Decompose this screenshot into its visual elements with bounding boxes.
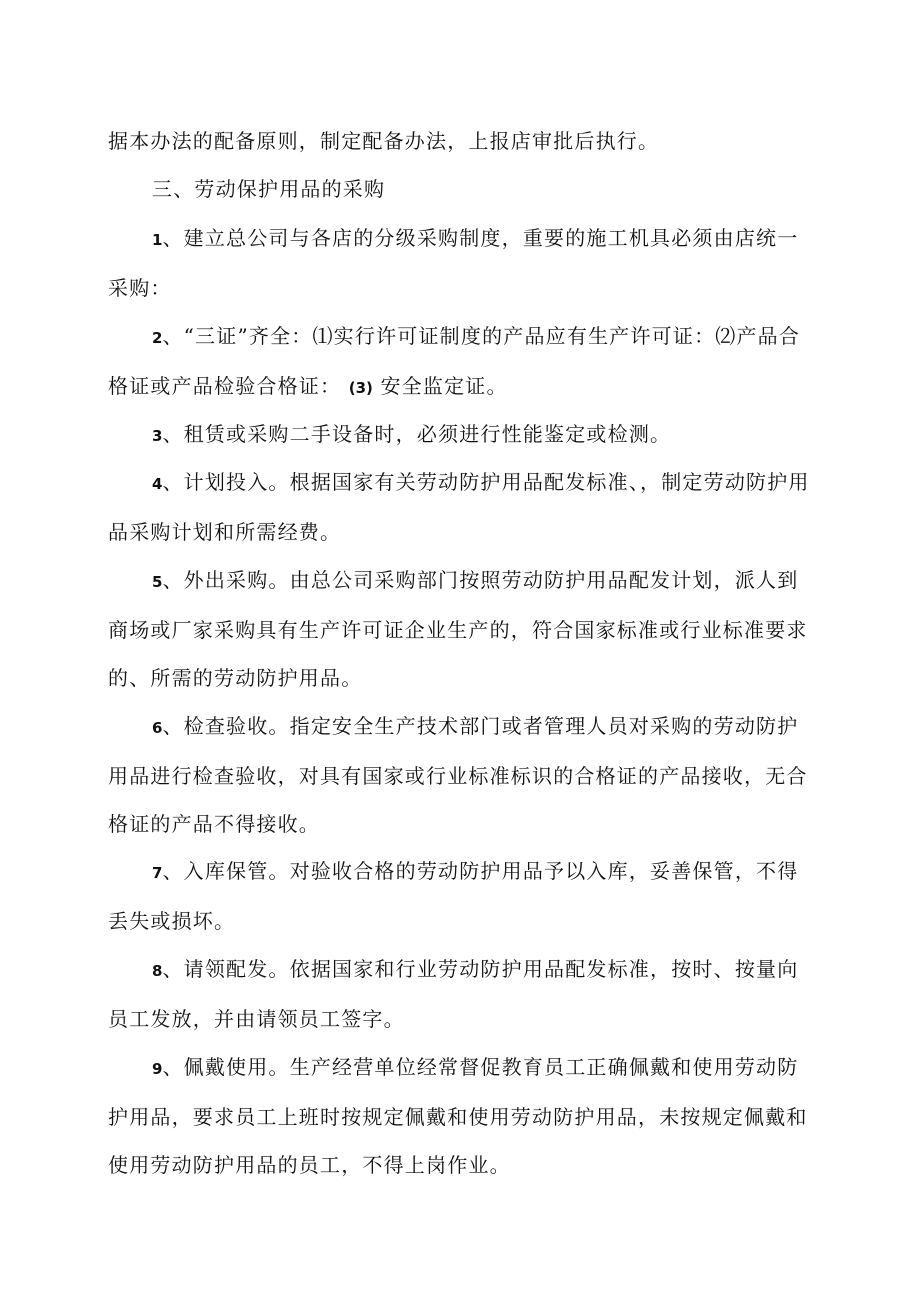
item-text: 、入库保管。对验收合格的劳动防护用品予以入库，妥善保管，不得丢失或损坏。 [108,859,799,933]
item-text: 、“三证”齐全：⑴实行许可证制度的产品应有生产许可证：⑵产品合格证或产品检验合格证： [108,324,801,398]
item-sub-label: (3) [348,379,373,397]
item-number: 8 [152,962,163,980]
item-text: 、租赁或采购二手设备时，必须进行性能鉴定或检测。 [162,422,672,446]
list-item-5 [108,556,814,702]
item-number: 1 [152,231,163,249]
item-text-continued: 安全监定证。 [380,374,508,398]
item-text: 、建立总公司与各店的分级采购制度，重要的施工机具必须由店统一采购： [108,226,799,300]
item-number: 4 [152,475,163,493]
paragraph-text: 据本办法的配备原则，制定配备办法，上报店审批后执行。 [108,129,660,153]
list-item-4 [108,458,814,556]
list-item-2 [108,312,814,412]
item-text: 、请领配发。依据国家和行业劳动防护用品配发标准，按时、按量向员工发放，并由请领员工签字。 [108,957,799,1031]
list-item-8 [108,945,814,1043]
item-text: 、计划投入。根据国家有关劳动防护用品配发标准、，制定劳动防护用品采购计划和所需经费。 [108,470,810,544]
list-item-9 [108,1043,814,1189]
item-text: 、检查验收。指定安全生产技术部门或者管理人员对采购的劳动防护用品进行检查验收，对具有国家或行业标准标识的合格证的产品接收，无合格证的产品不得接收。 [108,714,808,836]
item-text: 、佩戴使用。生产经营单位经常督促教育员工正确佩戴和使用劳动防护用品，要求员工上班时按规定佩戴和使用劳动防护用品，未按规定佩戴和使用劳动防护用品的员工，不得上岗作业。 [108,1055,808,1177]
item-text: 、外出采购。由总公司采购部门按照劳动防护用品配发计划，派人到商场或厂家采购具有生产许可证企业生产的，符合国家标准或行业标准要求的、所需的劳动防护用品。 [108,568,808,690]
paragraph-continuation [108,117,814,165]
item-number: 3 [152,427,163,445]
list-item-3 [108,410,814,460]
list-item-7 [108,847,814,945]
item-number: 5 [152,573,163,591]
section-heading [108,165,814,213]
item-number: 6 [152,719,163,737]
list-item-1 [108,214,814,312]
section-heading-text: 三、劳动保护用品的采购 [152,177,386,201]
item-number: 9 [152,1060,163,1078]
list-item-6 [108,702,814,848]
item-number: 7 [152,864,163,882]
item-number: 2 [152,329,163,347]
